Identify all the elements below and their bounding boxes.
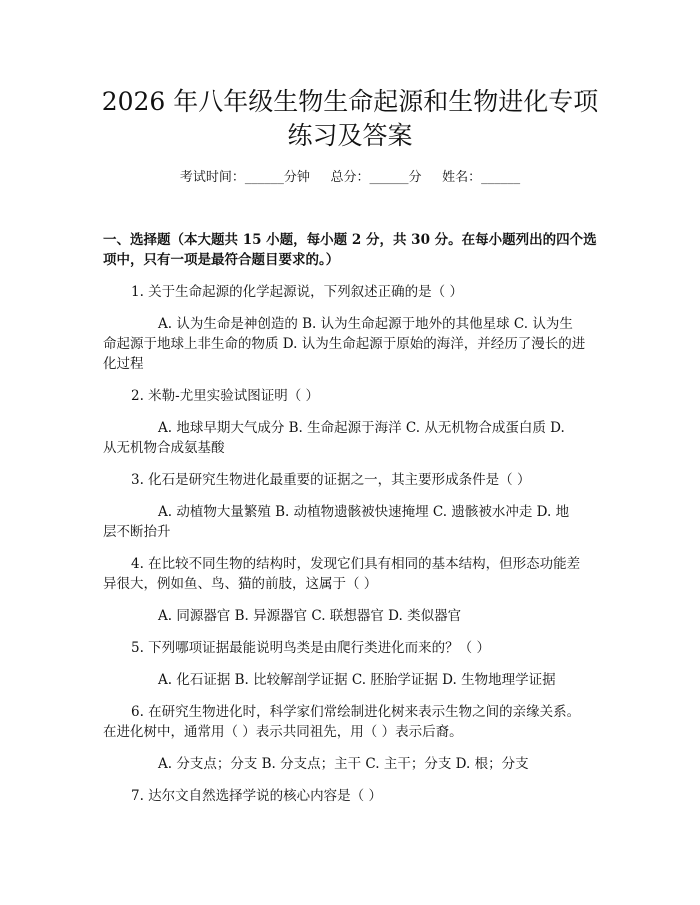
question-3-stem: 3. 化石是研究生物进化最重要的证据之一，其主要形成条件是（ ） (131, 472, 531, 488)
question-5-options: A. 化石证据 B. 比较解剖学证据 C. 胚胎学证据 D. 生物地理学证据 (158, 672, 556, 688)
section-heading-line-1: 一、选择题（本大题共 15 小题，每小题 2 分，共 30 分。在每小题列出的四个选 (103, 232, 597, 248)
question-7-stem: 7. 达尔文自然选择学说的核心内容是（ ） (131, 788, 382, 804)
question-2-options-line-1: A. 地球早期大气成分 B. 生命起源于海洋 C. 从无机物合成蛋白质 D. (158, 420, 565, 436)
question-4-stem-line-1: 4. 在比较不同生物的结构时，发现它们具有相同的基本结构，但形态功能差 (131, 556, 581, 572)
question-1-options-line-2: 命起源于地球上非生命的物质 D. 认为生命起源于原始的海洋，并经历了漫长的进 (103, 336, 586, 352)
document-title-line-2: 练习及答案 (287, 121, 413, 150)
exam-info: 考试时间：______分钟 总分：______分 姓名：______ (179, 170, 521, 185)
question-2-options-line-2: 从无机物合成氨基酸 (103, 440, 225, 456)
question-3-options-line-1: A. 动植物大量繁殖 B. 动植物遗骸被快速掩埋 C. 遗骸被水冲走 D. 地 (158, 504, 570, 520)
question-4-options: A. 同源器官 B. 异源器官 C. 联想器官 D. 类似器官 (158, 608, 462, 624)
question-6-options: A. 分支点；分支 B. 分支点；主干 C. 主干；分支 D. 根；分支 (158, 756, 529, 772)
question-6-stem-line-1: 6. 在研究生物进化时，科学家们常绘制进化树来表示生物之间的亲缘关系。 (131, 704, 581, 720)
question-6-stem-line-2: 在进化树中，通常用（ ）表示共同祖先，用（ ）表示后裔。 (103, 724, 463, 740)
document-title-line-1: 2026 年八年级生物生命起源和生物进化专项 (101, 87, 599, 116)
question-3-options-line-2: 层不断抬升 (103, 524, 171, 540)
section-heading-line-2: 项中，只有一项是最符合题目要求的。） (103, 252, 340, 268)
question-1-options-line-3: 化过程 (103, 356, 144, 372)
question-1-options-line-1: A. 认为生命是神创造的 B. 认为生命起源于地外的其他星球 C. 认为生 (158, 316, 573, 332)
question-4-stem-line-2: 异很大，例如鱼、鸟、猫的前肢，这属于（ ） (103, 576, 378, 592)
question-2-stem: 2. 米勒-尤里实验试图证明（ ） (131, 388, 320, 404)
question-5-stem: 5. 下列哪项证据最能说明鸟类是由爬行类进化而来的？（ ） (131, 640, 490, 656)
question-1-stem: 1. 关于生命起源的化学起源说，下列叙述正确的是（ ） (131, 284, 463, 300)
